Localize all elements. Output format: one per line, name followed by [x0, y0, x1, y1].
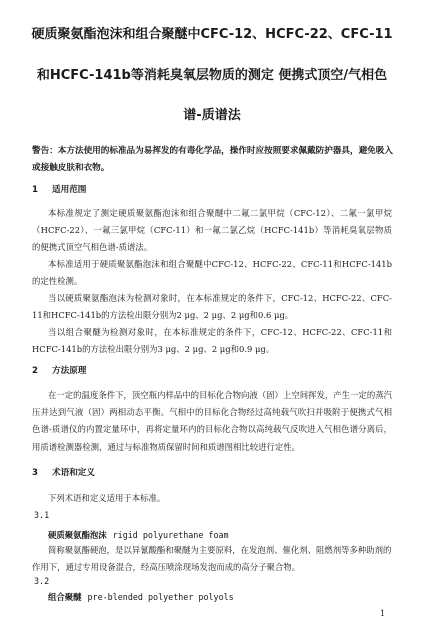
- term-3-1: [48, 529, 229, 541]
- section-1-heading: [32, 183, 86, 195]
- section-number: 3: [32, 468, 38, 478]
- section-3-heading: [32, 466, 95, 478]
- section-title: 方法原理: [52, 366, 87, 376]
- term-3-1-definition: 简称聚氨酯硬泡，是以异氰酸酯和聚醚为主要原料，在发泡剂、催化剂、阻燃剂等多种助剂的作用下，通过专用设备混合，经高压喷涂现场发泡而成的高分子聚合物。: [32, 545, 392, 573]
- section-number: 2: [32, 366, 38, 376]
- terms-intro: 下列术语和定义适用于本标准。: [48, 493, 166, 503]
- term-name-zh: 硬质聚氨酯泡沫: [48, 530, 107, 540]
- section-title: 术语和定义: [52, 468, 95, 478]
- principle-paragraph: 在一定的温度条件下，顶空瓶内样品中的目标化合物向液（固）上空间挥发，产生一定的蒸汽压并达到气液（固）两相动态平衡。气相中的目标化合物经过高纯载气吹扫并吸附于便携式气相色谱-质谱仪的内置定量环中，再将定量环内的目标化合物以高纯载气反吹进入气相色谱分离后，用质谱检测器检测，通过与标准物质保留时间和质谱图相比较进行定性。: [32, 390, 392, 452]
- scope-paragraph-4: 当以组合聚醚为检测对象时，在本标准规定的条件下，CFC-12、HCFC-22、CFC-11和HCFC-141b的方法检出限分别为3 μg、2 μg、2 μg和0.9 μg。: [32, 327, 392, 355]
- warning-notice: 警告：本方法使用的标准品为易挥发的有毒化学品，操作时应按照要求佩戴防护器具，避免吸入或接触皮肤和衣物。: [32, 146, 393, 173]
- section-number: 1: [32, 185, 38, 195]
- term-3-2: [48, 591, 234, 603]
- term-name-en: rigid polyurethane foam: [112, 530, 229, 540]
- term-name-zh: 组合聚醚: [48, 592, 82, 602]
- scope-paragraph-2: 本标准适用于硬质聚氨酯泡沫和组合聚醚中CFC-12、HCFC-22、CFC-11和HCFC-141b的定性检测。: [32, 259, 392, 287]
- term-3-2-number: 3.2: [34, 576, 50, 586]
- section-2-heading: [32, 364, 86, 376]
- term-name-en: pre-blended polyether polyols: [87, 592, 234, 602]
- document-title-line-2: 和HCFC-141b等消耗臭氧层物质的测定 便携式顶空/气相色: [36, 68, 388, 83]
- section-title: 适用范围: [52, 185, 87, 195]
- scope-paragraph-3: 当以硬质聚氨酯泡沫为检测对象时，在本标准规定的条件下，CFC-12、HCFC-22、CFC-11和HCFC-141b的方法检出限分别为2 μg、2 μg、2 μg和0.6 μg。: [32, 293, 392, 321]
- document-title-line-1: 硬质聚氨酯泡沫和组合聚醚中CFC-12、HCFC-22、CFC-11: [31, 27, 393, 42]
- page-number: 1: [380, 609, 386, 618]
- document-title-line-3: 谱-质谱法: [183, 108, 241, 123]
- scope-paragraph-1: 本标准规定了测定硬质聚氨酯泡沫和组合聚醚中二氟二氯甲烷（CFC-12）、二氟一氯甲烷（HCFC-22）、一氟三氯甲烷（CFC-11）和一氟二氯乙烷（HCFC-141b）等消耗臭氧层物质的便携式顶空气相色谱-质谱法。: [32, 208, 392, 253]
- term-3-1-number: 3.1: [34, 510, 50, 520]
